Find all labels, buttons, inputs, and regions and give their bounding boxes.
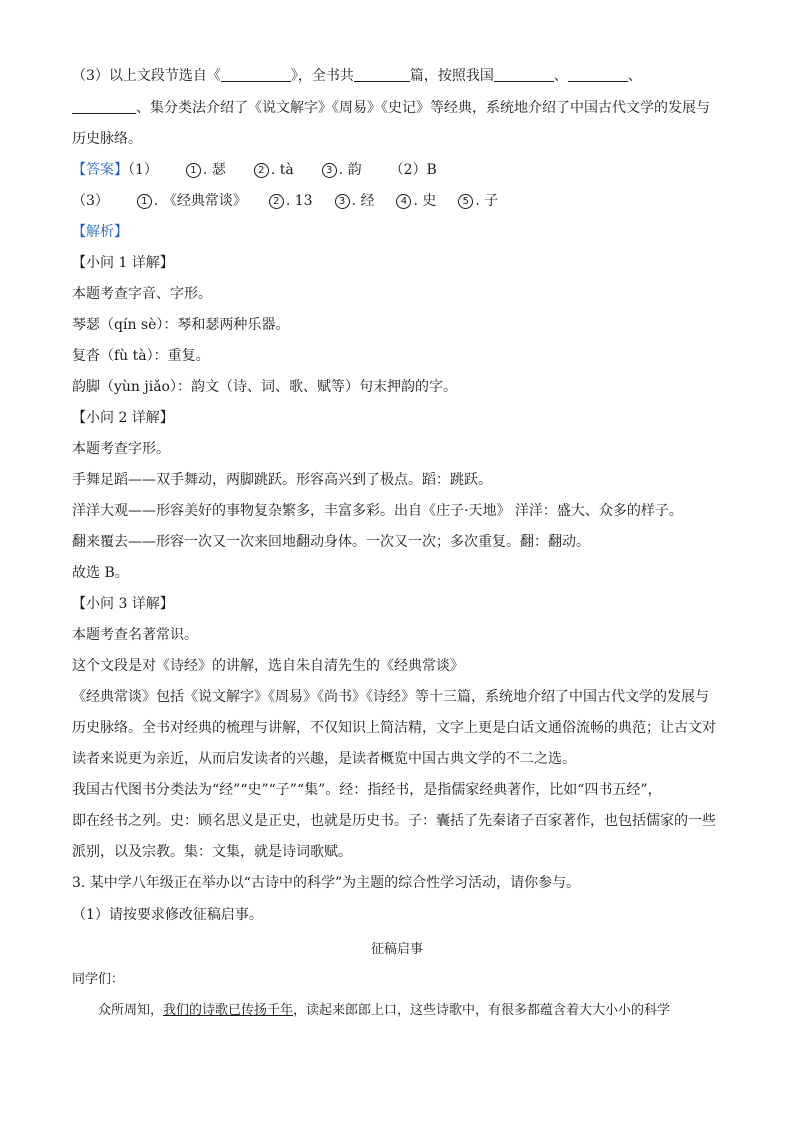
analysis-line: 手舞足蹈——双手舞动，两脚跳跃。形容高兴到了极点。蹈：跳跃。 bbox=[72, 472, 492, 488]
notice-title: 征稿启事 bbox=[370, 942, 423, 957]
analysis-line: 本题考查名著常识。 bbox=[72, 627, 198, 643]
analysis-line: 派别，以及宗教。集：文集，就是诗词歌赋。 bbox=[72, 844, 352, 860]
answer-item: . 瑟 bbox=[202, 162, 226, 178]
question-3-line-2 bbox=[72, 98, 710, 118]
blank-3[interactable] bbox=[494, 67, 554, 82]
notice-body-post: ，读起来郎郎上口，这些诗歌中，有很多都蕴含着大大小小的科学 bbox=[293, 1003, 671, 1018]
analysis-line: 我国古代图书分类法为“经”“史”“子”“集”。经：指经书，是指儒家经典著作，比如“四书五经”， bbox=[72, 782, 662, 798]
analysis-line: 复沓（fù tà）：重复。 bbox=[72, 348, 210, 364]
circled-number: 2 bbox=[254, 163, 269, 178]
question-3-line-3: 历史脉络。 bbox=[72, 131, 142, 147]
analysis-line: 韵脚（yùn jiǎo）：韵文（诗、词、歌、赋等）句末押韵的字。 bbox=[72, 379, 457, 395]
notice-body-underlined: 我们的诗歌已传扬千年 bbox=[163, 1003, 294, 1018]
answer-row1-suffix: （2）B bbox=[389, 162, 437, 178]
analysis-line: 琴瑟（qín sè）：琴和瑟两种乐器。 bbox=[72, 317, 290, 333]
analysis-line: 这个文段是对《诗经》的讲解，选自朱自清先生的《经典常谈》 bbox=[72, 658, 464, 674]
analysis-line: 《经典常谈》包括《说文解字》《周易》《尚书》《诗经》等十三篇，系统地介绍了中国古代文学的发展与 bbox=[72, 689, 709, 705]
blank-1[interactable] bbox=[221, 67, 291, 82]
q3-text-5: 、 bbox=[627, 68, 642, 84]
analysis-line: 本题考查字形。 bbox=[72, 441, 170, 457]
circled-number: 5 bbox=[458, 194, 473, 209]
analysis-line: 历史脉络。全书对经典的梳理与讲解，不仅知识上简洁精，文字上更是白话文通俗流畅的典范；让古文对 bbox=[72, 720, 716, 736]
analysis-line: 读者来说更为亲近，从而启发读者的兴趣，是读者概览中国古典文学的不二之选。 bbox=[72, 751, 576, 767]
answer-row2-prefix: （3） bbox=[72, 193, 109, 209]
analysis-line: 【小问 3 详解】 bbox=[72, 596, 174, 612]
answer-item: . 史 bbox=[413, 193, 437, 209]
notice-body-pre: 众所周知， bbox=[98, 1003, 164, 1018]
answer-row1-prefix: （1） bbox=[128, 162, 158, 178]
blank-2[interactable] bbox=[354, 67, 410, 82]
analysis-label: 【解析】 bbox=[72, 224, 128, 240]
answer-row-1 bbox=[72, 160, 437, 180]
analysis-line: 故选 B。 bbox=[72, 565, 129, 581]
circled-number: 3 bbox=[335, 194, 350, 209]
circled-number: 2 bbox=[269, 194, 284, 209]
analysis-line: 【小问 2 详解】 bbox=[72, 410, 174, 426]
answer-item: . tà bbox=[270, 162, 294, 178]
answer-item: . 经 bbox=[351, 193, 375, 209]
answer-item: . 《经典常谈》 bbox=[153, 193, 247, 209]
analysis-line: 洋洋大观——形容美好的事物复杂繁多，丰富多彩。出自《庄子·天地》 洋洋：盛大、众多的样子。 bbox=[72, 503, 683, 519]
analysis-line: 本题考查字音、字形。 bbox=[72, 286, 212, 302]
blank-4[interactable] bbox=[568, 67, 628, 82]
q3-text-4: 、 bbox=[553, 68, 568, 84]
circled-number: 1 bbox=[186, 163, 201, 178]
circled-number: 4 bbox=[396, 194, 411, 209]
answer-item: . 韵 bbox=[338, 162, 362, 178]
answer-item: . 子 bbox=[475, 193, 499, 209]
question-3-line-1 bbox=[72, 66, 642, 86]
analysis-line: 即在经书之列。史：顾名思义是正史，也就是历史书。子：囊括了先秦诸子百家著作，也包括儒家的一些 bbox=[72, 813, 716, 829]
question-3-sub-1: （1）请按要求修改征稿启事。 bbox=[72, 907, 263, 923]
circled-number: 1 bbox=[137, 194, 152, 209]
q3-text-1: （3）以上文段节选自《 bbox=[72, 68, 221, 84]
q3-text-3: 篇，按照我国 bbox=[409, 68, 494, 84]
blank-5[interactable] bbox=[72, 99, 136, 114]
circled-number: 3 bbox=[322, 163, 337, 178]
notice-body-line bbox=[98, 1001, 670, 1021]
question-3-stem: 3. 某中学八年级正在举办以“古诗中的科学”为主题的综合性学习活动，请你参与。 bbox=[72, 875, 581, 891]
notice-greeting: 同学们： bbox=[72, 972, 125, 987]
q3-text-2: 》，全书共 bbox=[290, 68, 354, 84]
answer-label: 【答案】 bbox=[72, 162, 128, 178]
answer-item: . 13 bbox=[285, 193, 313, 209]
analysis-line: 【小问 1 详解】 bbox=[72, 255, 174, 271]
answer-row-2 bbox=[72, 191, 498, 211]
analysis-line: 翻来覆去——形容一次又一次来回地翻动身体。一次又一次；多次重复。翻：翻动。 bbox=[72, 534, 590, 550]
q3-text-6: 、集分类法介绍了《说文解字》《周易》《史记》等经典，系统地介绍了中国古代文学的发展与 bbox=[136, 100, 710, 116]
